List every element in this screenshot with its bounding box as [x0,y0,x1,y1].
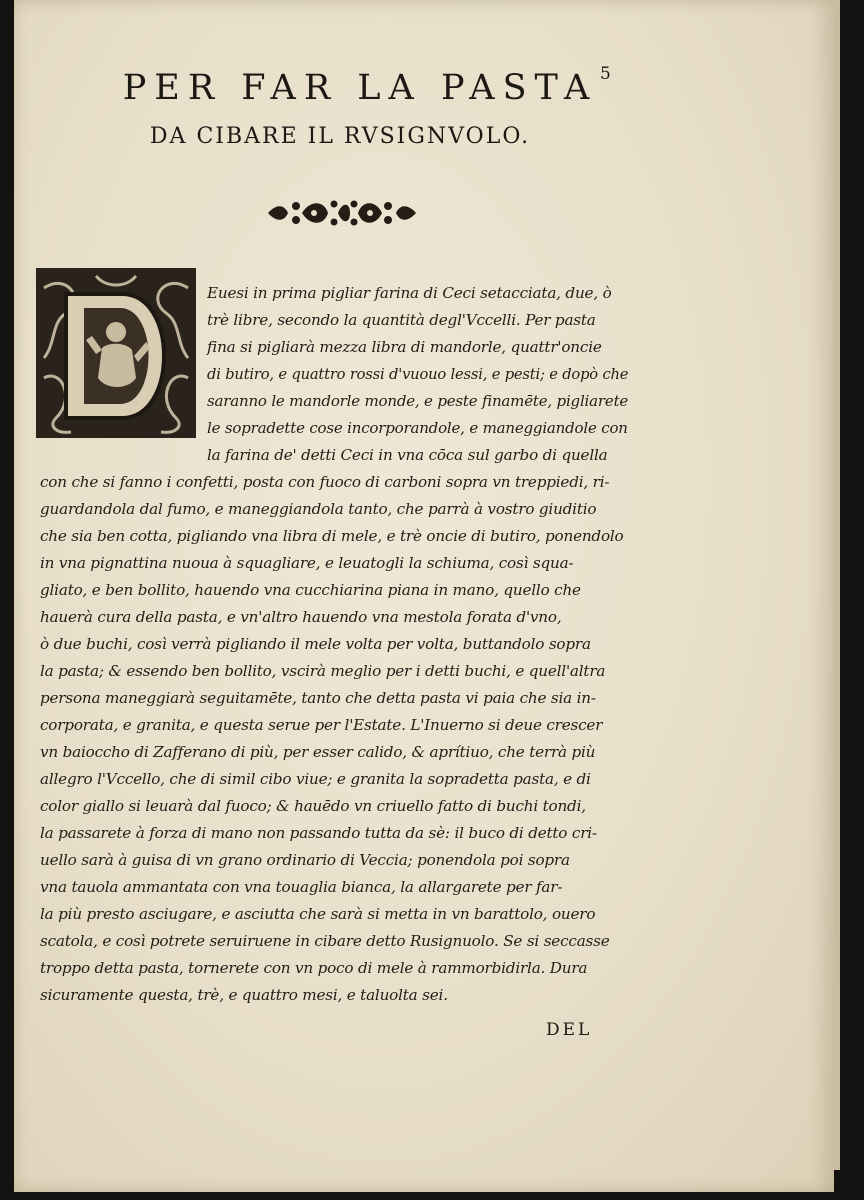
text-line: troppo detta pasta, tornerete con vn poco di mele à rammorbidirla. Dura [40,959,588,977]
catchword: DEL [546,1020,593,1040]
text-line: la pasta; & essendo ben bollito, vscirà meglio per i detti buchi, e quell'altra [40,662,606,680]
page-subtitle: DA CIBARE IL RVSIGNVOLO. [149,124,531,149]
text-line: fina si pigliarà mezza libra di mandorle, quattr'oncie [207,338,602,356]
text-line: le sopradette cose incorporandole, e maneggiandole con [207,419,628,437]
text-line: che sia ben cotta, pigliando vna libra di mele, e trè oncie di butiro, ponendolo [40,527,624,545]
text-line: persona maneggiarà seguitamēte, tanto che detta pasta vi paia che sia in- [40,689,596,707]
initial-letter: D [114,429,118,434]
text-line: vn baiocchο di Zafferano di più, per esser calido, & aprítiuo, che terrà più [40,743,596,761]
text-line: la più presto asciugare, e asciutta che sarà si metta in vn barattolo, ouero [40,905,596,923]
text-line: color giallo si leuarà dal fuoco; & hauēdo vn criuello fatto di buchi tondi, [40,797,586,815]
text-line: gliato, e ben bollito, hauendo vna cucchiarina piana in mano, quello che [40,581,581,599]
text-line: ò due buchi, così verrà pigliando il mele volta per volta, buttandolo sopra [40,635,591,653]
text-line: sicuramente questa, trè, e quattro mesi, e taluolta sei. [40,986,448,1004]
text-line: hauerà cura della pasta, e vn'altro hauendo vna mestola forata d'vno, [40,608,562,626]
text-line: scatola, e così potrete seruiruene in cibare detto Rusignuolo. Se si seccasse [40,932,610,950]
page-number: 5 [600,64,611,84]
text-line: guardandola dal fumo, e maneggiandola tanto, che parrà à vostro giuditio [40,500,597,518]
text-line: la farina de' detti Ceci in vna cōca sul garbo di quella [207,446,608,464]
text-line: trè libre, secondo la quantità degl'Vccelli. Per pasta [207,311,596,329]
text-line: con che si fanno i confetti, posta con fuoco di carboni sopra vn treppiedi, ri- [40,473,610,491]
page-title: PER FAR LA PASTA [122,68,598,108]
text-line: Euesi in prima pigliar farina di Ceci setacciata, due, ò [207,284,612,302]
text-line: in vna pignattina nuoua à squagliare, e leuatogli la schiuma, così squa- [40,554,574,572]
text-line: allegro l'Vccello, che di simil cibo viue; e granita la sopradetta pasta, e di [40,770,591,788]
text-line: vna tauola ammantata con vna touaglia bianca, la allargarete per far- [40,878,563,896]
text-line: saranno le mandorle monde, e peste finamēte, pigliarete [207,392,629,410]
text-line: corporata, e granita, e questa serue per l'Estate. L'Inuerno si deue crescer [40,716,603,734]
text-line: di butiro, e quattro rossi d'vuouo lessi, e pesti; e dopò che [207,365,629,383]
text-line: la passarete à forza di mano non passando tutta da sè: il buco di detto cri- [40,824,597,842]
text-line: uello sarà à guisa di vn grano ordinario di Veccia; ponendola poi sopra [40,851,570,869]
